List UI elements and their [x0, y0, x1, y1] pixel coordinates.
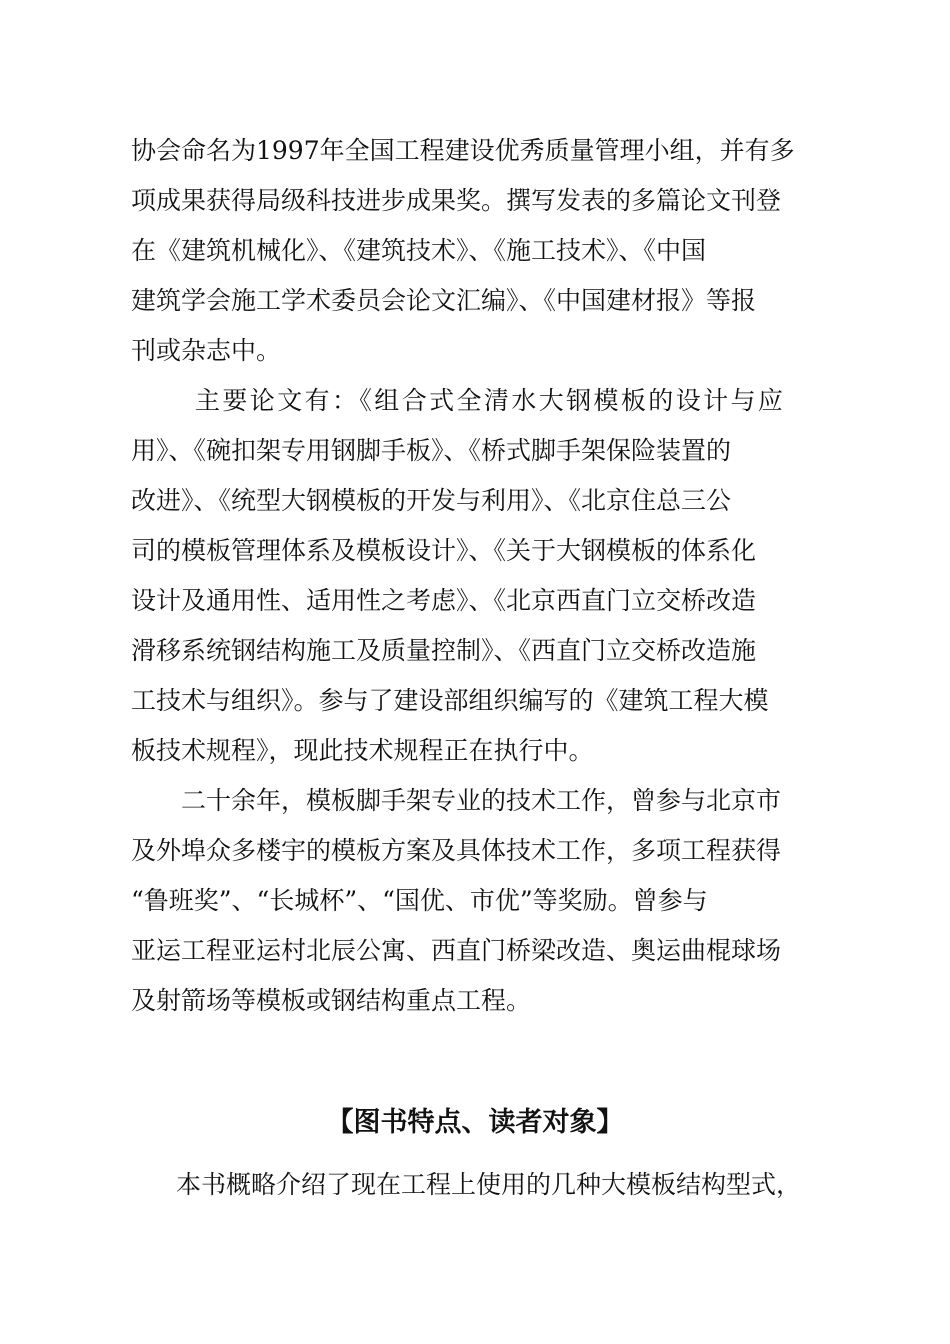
paragraph-line: “鲁班奖”、“长城杯”、“国优、市优”等奖励。曾参与: [131, 886, 708, 915]
paragraph-line: 二十余年，模板脚手架专业的技术工作，曾参与北京市: [181, 786, 782, 815]
paragraph-line: 司的模板管理体系及模板设计》、《关于大钢模板的体系化: [131, 536, 757, 565]
paragraph-line: 协会命名为1997年全国工程建设优秀质量管理小组，并有多: [131, 136, 795, 165]
paragraph-line: 本书概略介绍了现在工程上使用的几种大模板结构型式，: [176, 1170, 802, 1199]
paragraph-line: 改进》、《统型大钢模板的开发与利用》、《北京住总三公: [131, 486, 732, 515]
paragraph-line: 滑移系统钢结构施工及质量控制》、《西直门立交桥改造施: [131, 636, 757, 665]
section-heading: 【图书特点、读者对象】: [326, 1107, 624, 1138]
paragraph-line: 及外埠众多楼宇的模板方案及具体技术工作，多项工程获得: [131, 836, 782, 865]
paragraph-line: 板技术规程》，现此技术规程正在执行中。: [131, 736, 594, 765]
paragraph-line: 工技术与组织》。参与了建设部组织编写的《建筑工程大模: [131, 686, 769, 715]
paragraph-line: 亚运工程亚运村北辰公寓、西直门桥梁改造、奥运曲棍球场: [131, 936, 782, 965]
paragraph-line: 在《建筑机械化》、《建筑技术》、《施工技术》、《中国: [131, 236, 707, 265]
paragraph-line: 用》、《碗扣架专用钢脚手板》、《桥式脚手架保险装置的: [131, 436, 732, 465]
paragraph-line: 建筑学会施工学术委员会论文汇编》、《中国建材报》等报: [131, 286, 757, 315]
paragraph-line: 及射箭场等模板或钢结构重点工程。: [131, 986, 532, 1015]
paragraph-line: 刊或杂志中。: [131, 336, 282, 365]
paragraph-line: 项成果获得局级科技进步成果奖。撰写发表的多篇论文刊登: [131, 186, 782, 215]
paragraph-line: 设计及通用性、适用性之考虑》、《北京西直门立交桥改造: [131, 586, 757, 615]
paragraph-line: 主要论文有：《组合式全清水大钢模板的设计与应: [195, 386, 786, 415]
